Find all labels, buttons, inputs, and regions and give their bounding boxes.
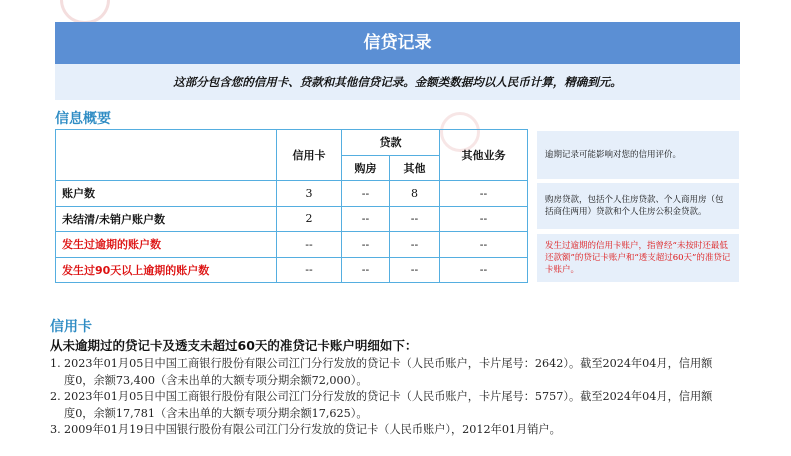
cell-home: --	[342, 232, 390, 258]
list-item	[50, 389, 750, 422]
cell-home: --	[342, 181, 390, 207]
note-text: 发生过逾期的信用卡账户，指曾经“未按时还最低还款额”的贷记卡账户和“透支超过60天”的准贷记卡账户。	[545, 241, 731, 275]
item-line: 2009年01月19日中国银行股份有限公司江门分行发放的贷记卡（人民币账户），2012年01月销户。	[64, 423, 561, 436]
section-title-bar: 信贷记录	[55, 22, 740, 64]
col-loan: 贷款	[342, 130, 440, 156]
item-line: 度0，余额17,781（含未出单的大额专项分期余额17,625）。	[64, 406, 368, 420]
watermark-seal-left	[60, 0, 110, 24]
corner-cell	[56, 130, 277, 181]
cell-home: --	[342, 206, 390, 232]
col-credit-card: 信用卡	[277, 130, 342, 181]
credit-card-heading: 从未逾期过的贷记卡及透支未超过60天的准贷记卡账户明细如下：	[50, 338, 418, 353]
cell-biz: --	[440, 206, 528, 232]
col-other-business: 其他业务	[440, 130, 528, 181]
overview-title: 信息概要	[55, 111, 111, 127]
credit-card-title: 信用卡	[50, 319, 92, 335]
item-line: 度0，余额73,400（含未出单的大额专项分期余额72,000）。	[64, 373, 368, 387]
cell-other: --	[390, 257, 440, 283]
cell-credit-card: --	[277, 257, 342, 283]
note-text: 购房贷款，包括个人住房贷款、个人商用房（包括商住两用）贷款和个人住房公积金贷款。	[545, 195, 724, 217]
row-label: 发生过90天以上逾期的账户数	[56, 257, 277, 283]
cell-credit-card: 3	[277, 181, 342, 207]
table-row	[56, 257, 528, 283]
list-item	[50, 422, 750, 439]
note-home-loan	[537, 183, 739, 229]
item-index: 2.	[50, 390, 61, 403]
note-overdue	[537, 131, 739, 179]
item-index: 3.	[50, 423, 61, 436]
cell-other: --	[390, 232, 440, 258]
cell-biz: --	[440, 257, 528, 283]
credit-card-list	[50, 356, 750, 439]
list-item	[50, 356, 750, 389]
table-row	[56, 181, 528, 207]
note-text: 逾期记录可能影响对您的信用评价。	[545, 150, 682, 160]
col-other-loan: 其他	[390, 155, 440, 181]
cell-biz: --	[440, 232, 528, 258]
table-row	[56, 232, 528, 258]
item-line: 2023年01月05日中国工商银行股份有限公司江门分行发放的贷记卡（人民币账户，卡片尾号：5757）。截至2024年04月，信用额	[64, 390, 713, 403]
item-index: 1.	[50, 357, 61, 370]
item-line: 2023年01月05日中国工商银行股份有限公司江门分行发放的贷记卡（人民币账户，卡片尾号：2642）。截至2024年04月，信用额	[64, 357, 713, 370]
row-label: 账户数	[56, 181, 277, 207]
cell-credit-card: 2	[277, 206, 342, 232]
cell-other: --	[390, 206, 440, 232]
cell-other: 8	[390, 181, 440, 207]
cell-home: --	[342, 257, 390, 283]
table-row	[56, 206, 528, 232]
section-subtitle: 这部分包含您的信用卡、贷款和其他信贷记录。金额类数据均以人民币计算，精确到元。	[55, 64, 740, 100]
note-overdue-card	[537, 234, 739, 282]
col-home-loan: 购房	[342, 155, 390, 181]
cell-credit-card: --	[277, 232, 342, 258]
row-label: 未结清/未销户账户数	[56, 206, 277, 232]
row-label: 发生过逾期的账户数	[56, 232, 277, 258]
overview-table	[55, 129, 528, 283]
cell-biz: --	[440, 181, 528, 207]
